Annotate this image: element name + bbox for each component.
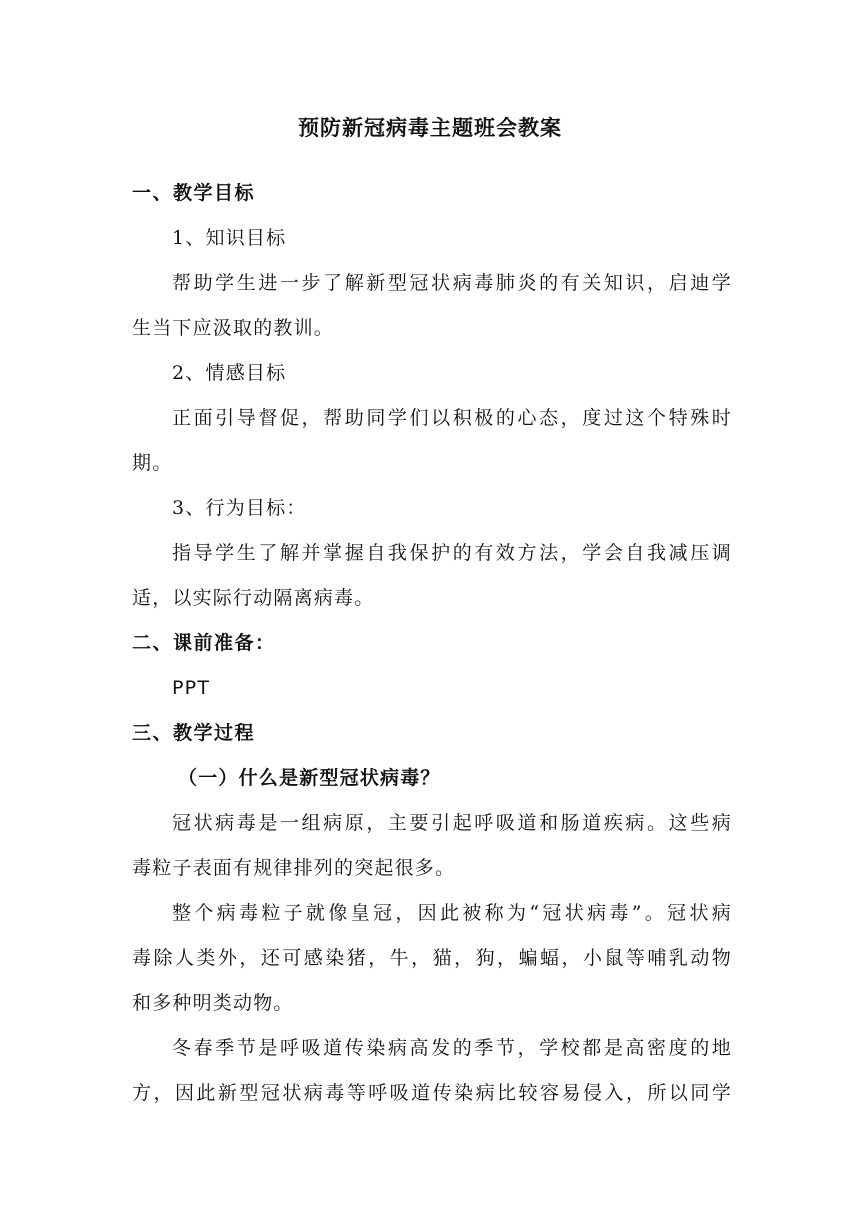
paragraph-line: 毒粒子表面有规律排列的突起很多。 [132,857,456,879]
paragraph-line: 冠状病毒是一组病原，主要引起呼吸道和肠道疾病。这些病 [172,812,732,834]
paragraph-line: 适，以实际行动隔离病毒。 [132,587,375,609]
paragraph-line: 指导学生了解并掌握自我保护的有效方法，学会自我减压调 [172,542,732,564]
paragraph-line: PPT [172,677,211,699]
paragraph-line: 整个病毒粒子就像皇冠，因此被称为“冠状病毒”。冠状病 [172,902,732,924]
section-heading-preparation: 二、课前准备： [132,632,276,654]
section-heading-process: 三、教学过程 [132,722,256,744]
paragraph-line: 期。 [132,452,173,474]
subheading-knowledge: 1、知识目标 [172,227,287,249]
paragraph-line: 和多种明类动物。 [132,992,294,1014]
subheading-what-is-virus: （一）什么是新型冠状病毒？ [178,767,441,789]
paragraph-line: 冬春季节是呼吸道传染病高发的季节，学校都是高密度的地 [172,1037,732,1059]
document-title: 预防新冠病毒主题班会教案 [298,115,562,140]
paragraph-line: 毒除人类外，还可感染猪，牛，猫，狗，蝙蝠，小鼠等哺乳动物 [132,947,732,969]
section-heading-objectives: 一、教学目标 [132,182,256,204]
paragraph-line: 方，因此新型冠状病毒等呼吸道传染病比较容易侵入，所以同学 [132,1082,732,1104]
paragraph-line: 帮助学生进一步了解新型冠状病毒肺炎的有关知识，启迪学 [172,272,732,294]
subheading-behavior: 3、行为目标： [172,497,307,519]
paragraph-line: 生当下应汲取的教训。 [132,317,335,339]
paragraph-line: 正面引导督促，帮助同学们以积极的心态，度过这个特殊时 [172,407,732,429]
subheading-emotion: 2、情感目标 [172,362,287,384]
